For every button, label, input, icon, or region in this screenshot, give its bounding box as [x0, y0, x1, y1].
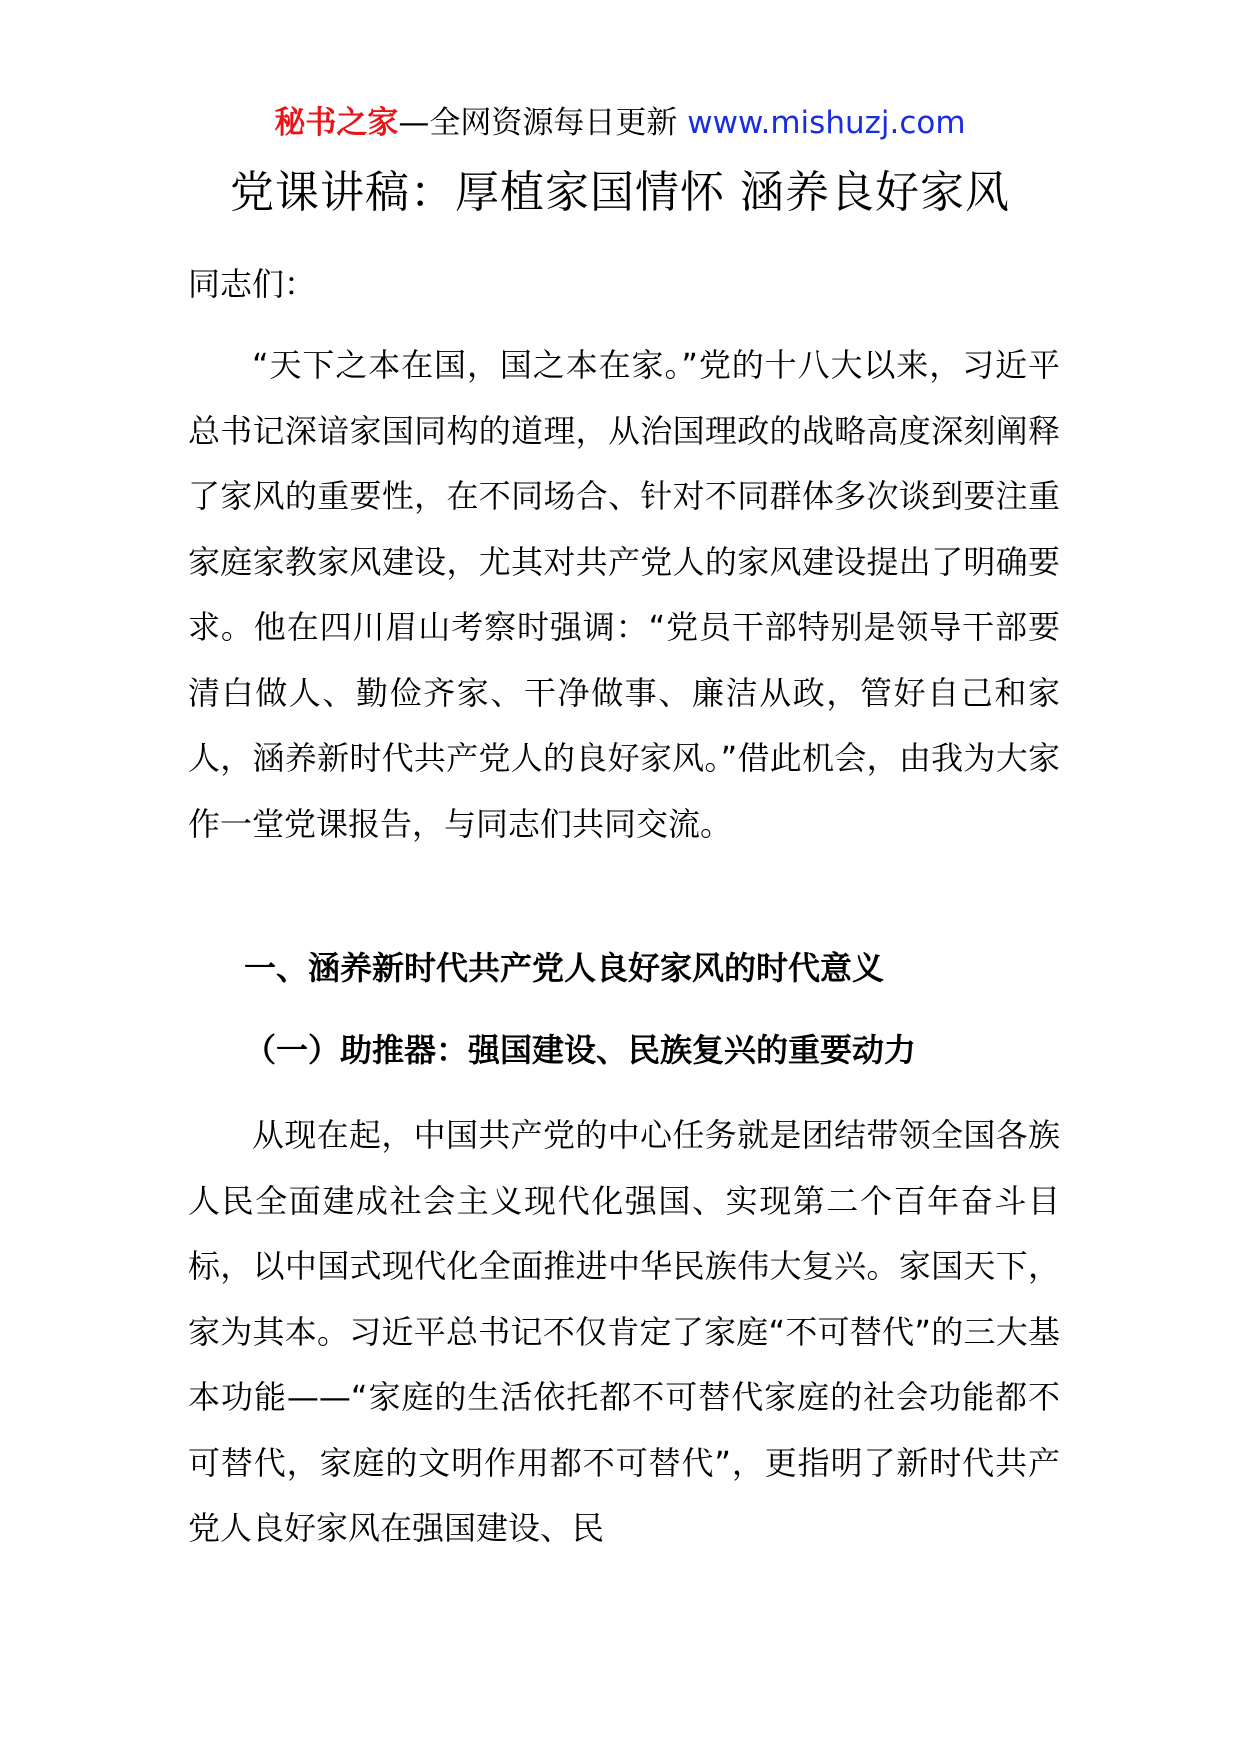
site-url-link[interactable]: www.mishuzj.com: [687, 105, 966, 141]
subsection-heading: （一）助推器：强国建设、民族复兴的重要动力: [244, 1031, 917, 1069]
paragraph-section-one: 从现在起，中国共产党的中心任务就是团结带领全国各族人民全面建成社会主义现代化强国、实现第二个百年奋斗目标，以中国式现代化全面推进中华民族伟大复兴。家国天下，家为其本。习近平总书记不仅肯定了家庭“不可替代”的三大基本功能——“家庭的生活依托都不可替代家庭的社会功能都不可替代，家庭的文明作用都不可替代”，更指明了新时代共产党人良好家风在强国建设、民: [188, 1116, 1060, 1547]
document-title: 党课讲稿：厚植家国情怀 涵养良好家风: [230, 167, 1010, 218]
paragraph-intro: “天下之本在国，国之本在家。”党的十八大以来，习近平总书记深谙家国同构的道理，从治国理政的战略高度深刻阐释了家风的重要性，在不同场合、针对不同群体多次谈到要注重家庭家教家风建设，尤其对共产党人的家风建设提出了明确要求。他在四川眉山考察时强调：“党员干部特别是领导干部要清白做人、勤俭齐家、干净做事、廉洁从政，管好自己和家人，涵养新时代共产党人的良好家风。”借此机会，由我为大家作一堂党课报告，与同志们共同交流。: [188, 346, 1060, 843]
section-heading: 一、涵养新时代共产党人良好家风的时代意义: [244, 949, 885, 987]
site-slogan: —全网资源每日更新: [398, 105, 688, 141]
site-brand: 秘书之家: [274, 105, 399, 141]
site-header: [0, 100, 1240, 146]
salutation: 同志们：: [188, 265, 317, 303]
